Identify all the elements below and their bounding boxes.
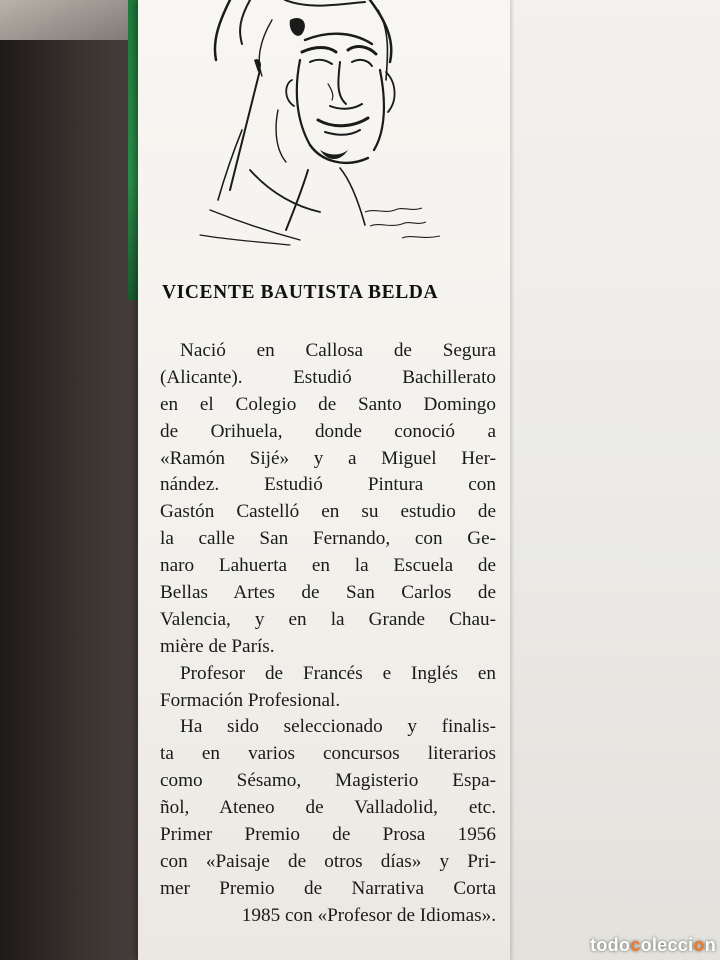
bio-line: con «Paisaje de otros días» y Pri-: [160, 850, 496, 872]
bio-line: Primer Premio de Prosa 1956: [160, 824, 496, 846]
bio-line: Formación Profesional.: [160, 689, 341, 711]
bio-line: Bellas Artes de San Carlos de: [160, 582, 496, 604]
watermark-logo: todocoleccion: [590, 935, 716, 955]
adjacent-page: [510, 0, 720, 960]
bio-line: naro Lahuerta en la Escuela de: [160, 555, 496, 577]
bio-line: 1985 con «Profesor de Idiomas».: [241, 904, 496, 926]
bio-line: como Sésamo, Magisterio Espa-: [160, 770, 496, 792]
bio-line: mer Premio de Narrativa Corta: [160, 877, 496, 899]
bio-line: la calle San Fernando, con Ge-: [160, 528, 496, 550]
bio-line: ñol, Ateneo de Valladolid, etc.: [160, 797, 496, 819]
bio-line: Gastón Castelló en su estudio de: [160, 501, 496, 523]
author-biography: [160, 338, 496, 930]
bio-line: Valencia, y en la Grande Chau-: [160, 608, 496, 630]
bio-line: «Ramón Sijé» y a Miguel Her-: [160, 447, 496, 469]
bio-line: Ha sido seleccionado y finalis-: [180, 716, 496, 738]
author-portrait-sketch: [190, 0, 460, 260]
author-name-heading: VICENTE BAUTISTA BELDA: [162, 282, 439, 303]
bio-line: mière de París.: [160, 635, 275, 657]
bio-line: de Orihuela, donde conoció a: [160, 420, 496, 442]
bio-line: ta en varios concursos literarios: [160, 743, 496, 765]
bio-line: Profesor de Francés e Inglés en: [180, 662, 496, 684]
bio-line: Nació en Callosa de Segura: [180, 340, 496, 361]
bio-line: en el Colegio de Santo Domingo: [160, 393, 496, 415]
bio-line: (Alicante). Estudió Bachillerato: [160, 366, 496, 388]
bio-line: nández. Estudió Pintura con: [160, 474, 496, 496]
